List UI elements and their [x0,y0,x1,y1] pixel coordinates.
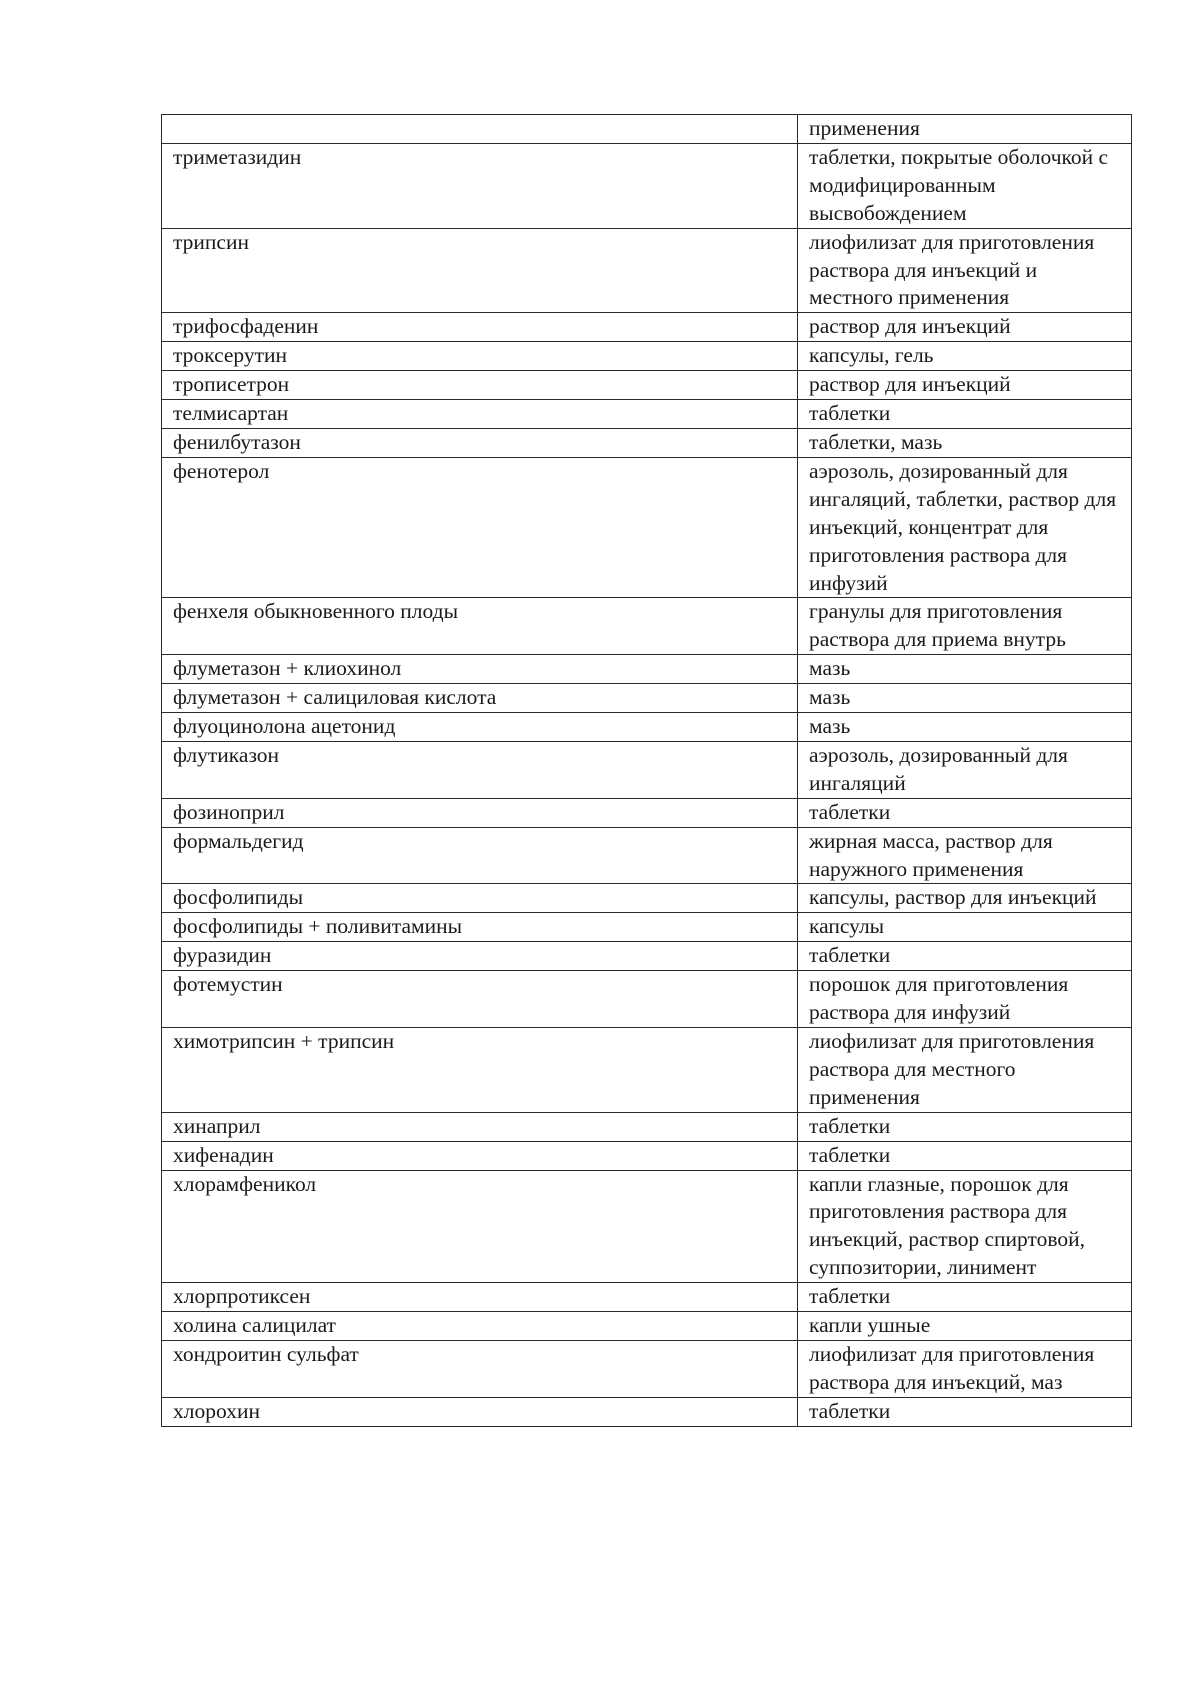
drug-name-cell: хлорохин [162,1397,798,1426]
dosage-form-cell: таблетки [798,798,1132,827]
drug-forms-table-body [162,115,1132,1427]
dosage-form-cell: капсулы, раствор для инъекций [798,884,1132,913]
drug-name-cell: фозиноприл [162,798,798,827]
dosage-form-cell: таблетки [798,1397,1132,1426]
dosage-form-cell: лиофилизат для приготовления раствора для инъекций, маз [798,1340,1132,1397]
drug-forms-table [161,114,1132,1427]
dosage-form-cell: капсулы, гель [798,342,1132,371]
drug-name-cell: флутиказон [162,741,798,798]
dosage-form-cell: лиофилизат для приготовления раствора для инъекций и местного применения [798,228,1132,313]
table-row [162,713,1132,742]
dosage-form-cell: гранулы для приготовления раствора для приема внутрь [798,598,1132,655]
table-row [162,143,1132,228]
table-row [162,741,1132,798]
dosage-form-cell: мазь [798,713,1132,742]
drug-name-cell: хлорпротиксен [162,1283,798,1312]
dosage-form-cell: раствор для инъекций [798,313,1132,342]
drug-name-cell: фенилбутазон [162,428,798,457]
table-row [162,457,1132,598]
drug-name-cell: фотемустин [162,971,798,1028]
drug-name-cell: фенотерол [162,457,798,598]
table-row [162,598,1132,655]
drug-name-cell [162,115,798,144]
table-row [162,1170,1132,1283]
dosage-form-cell: таблетки [798,1112,1132,1141]
drug-name-cell: хифенадин [162,1141,798,1170]
table-row [162,115,1132,144]
drug-name-cell: трописетрон [162,371,798,400]
dosage-form-cell: применения [798,115,1132,144]
table-row [162,1283,1132,1312]
drug-name-cell: флуметазон + салициловая кислота [162,684,798,713]
drug-name-cell: хлорамфеникол [162,1170,798,1283]
dosage-form-cell: порошок для приготовления раствора для инфузий [798,971,1132,1028]
drug-name-cell: фенхеля обыкновенного плоды [162,598,798,655]
drug-name-cell: трипсин [162,228,798,313]
dosage-form-cell: жирная масса, раствор для наружного применения [798,827,1132,884]
drug-name-cell: фосфолипиды + поливитамины [162,913,798,942]
table-row [162,1141,1132,1170]
table-row [162,827,1132,884]
table-row [162,400,1132,429]
dosage-form-cell: таблетки [798,1283,1132,1312]
dosage-form-cell: лиофилизат для приготовления раствора для местного применения [798,1028,1132,1113]
dosage-form-cell: таблетки, мазь [798,428,1132,457]
table-row [162,798,1132,827]
drug-name-cell: холина салицилат [162,1312,798,1341]
dosage-form-cell: таблетки [798,942,1132,971]
table-row [162,371,1132,400]
table-row [162,342,1132,371]
table-row [162,313,1132,342]
table-row [162,971,1132,1028]
dosage-form-cell: капсулы [798,913,1132,942]
table-row [162,428,1132,457]
table-row [162,1340,1132,1397]
dosage-form-cell: мазь [798,684,1132,713]
table-row [162,655,1132,684]
dosage-form-cell: таблетки, покрытые оболочкой с модифицированным высвобождением [798,143,1132,228]
dosage-form-cell: аэрозоль, дозированный для ингаляций, таблетки, раствор для инъекций, концентрат для приготовления раствора для инфузий [798,457,1132,598]
dosage-form-cell: таблетки [798,400,1132,429]
drug-name-cell: флуоцинолона ацетонид [162,713,798,742]
table-row [162,1312,1132,1341]
dosage-form-cell: таблетки [798,1141,1132,1170]
drug-name-cell: хондроитин сульфат [162,1340,798,1397]
table-row [162,684,1132,713]
table-row [162,1028,1132,1113]
table-row [162,1397,1132,1426]
drug-name-cell: фуразидин [162,942,798,971]
dosage-form-cell: раствор для инъекций [798,371,1132,400]
drug-name-cell: химотрипсин + трипсин [162,1028,798,1113]
drug-name-cell: флуметазон + клиохинол [162,655,798,684]
table-row [162,913,1132,942]
table-row [162,228,1132,313]
drug-name-cell: формальдегид [162,827,798,884]
drug-name-cell: фосфолипиды [162,884,798,913]
drug-name-cell: триметазидин [162,143,798,228]
table-row [162,1112,1132,1141]
dosage-form-cell: мазь [798,655,1132,684]
drug-name-cell: хинаприл [162,1112,798,1141]
table-row [162,884,1132,913]
table-row [162,942,1132,971]
drug-name-cell: троксерутин [162,342,798,371]
dosage-form-cell: капли глазные, порошок для приготовления раствора для инъекций, раствор спиртовой, суппозитории, линимент [798,1170,1132,1283]
drug-name-cell: трифосфаденин [162,313,798,342]
drug-name-cell: телмисартан [162,400,798,429]
dosage-form-cell: аэрозоль, дозированный для ингаляций [798,741,1132,798]
dosage-form-cell: капли ушные [798,1312,1132,1341]
